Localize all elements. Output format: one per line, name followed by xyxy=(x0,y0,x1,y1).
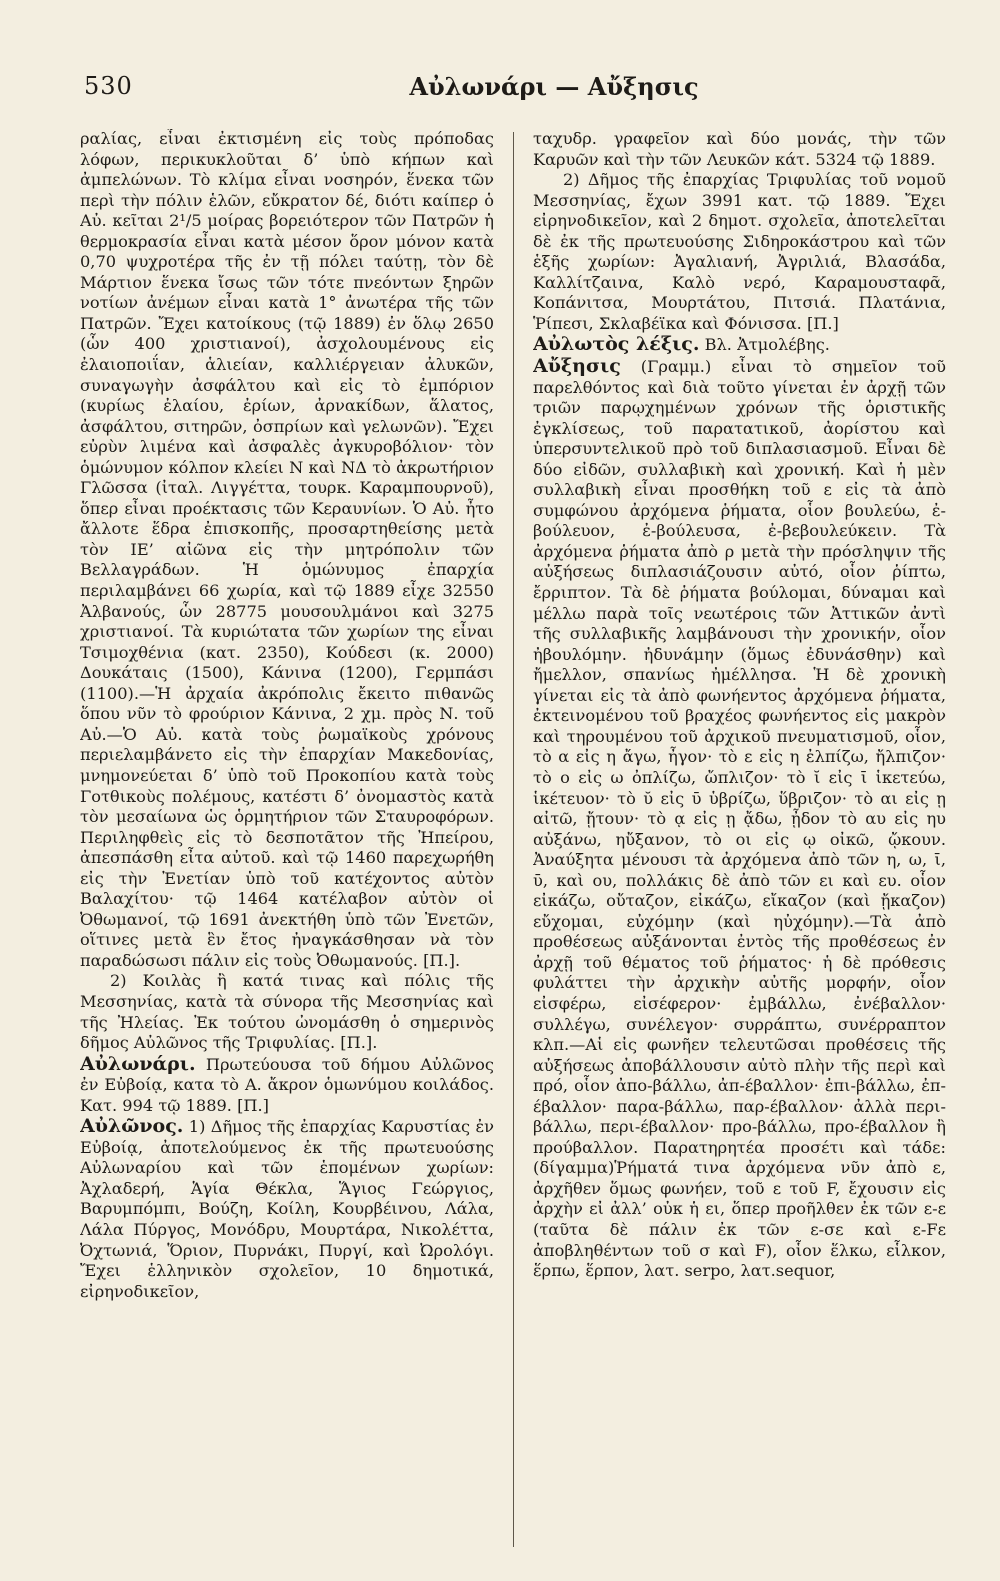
entry-headword: Αὔξησις xyxy=(533,355,621,378)
page-number: 530 xyxy=(84,72,133,100)
entry-text: (Γραμμ.) εἶναι τὸ σημεῖον τοῦ παρελθόντος καὶ διὰ τοῦτο γίνεται ἐν ἀρχῇ τῶν τριῶν παρῳχημένων χρόνων τῆς ὁριστικῆς ἐγκλίσεως, τοῦ παρατατικοῦ, ἀορίστου καὶ ὑπερσυντελικοῦ πρὸ τοῦ διπλασιασμοῦ. Εἶναι δὲ δύο εἰδῶν, συλλαβικὴ καὶ χρονική. Καὶ ἡ μὲν συλλαβικὴ εἶναι προσθήκη τοῦ ε εἰς τὰ ἀπὸ συμφώνου ἀρχόμενα ῥήματα, οἷον βουλεύω, ἐ-βούλευον, ἐ-βούλευσα, ἐ-βεβουλεύκειν. Τὰ ἀρχόμενα ῥήματα ἀπὸ ρ μετὰ τὴν πρόσληψιν τῆς αὐξήσεως διπλασιάζουσιν αὐτό, οἷον ῥίπτω, ἔρριπτον. Τὰ δὲ ῥήματα βούλομαι, δύναμαι καὶ μέλλω παρὰ τοῖς νεωτέροις τῶν Ἀττικῶν ἀντὶ τῆς συλλαβικῆς λαμβάνουσι τὴν χρονικήν, οἷον ἠβουλόμην. ἠδυνάμην (ὅμως ἐδυνάσθην) καὶ ἤμελλον, σπανίως ἠμέλλησα. Ἡ δὲ χρονικὴ γίνεται εἰς τὰ ἀπὸ φωνήεντος ἀρχόμενα ῥήματα, ἐκτεινομένου τοῦ βραχέος φωνήεντος εἰς μακρὸν καὶ τηρουμένου τοῦ ἀρχικοῦ πνευματισμοῦ, οἷον, τὸ α εἰς η ἄγω, ἦγον· τὸ ε εἰς η ἐλπίζω, ἤλπιζον· τὸ ο εἰς ω ὀπλίζω, ὤπλιζον· τὸ ῐ εἰς ῑ ἱκετεύω, ἱκέτευον· τὸ ῠ εἰς ῡ ὑβρίζω, ὕβριζον· τὸ αι εἰς ῃ αἰτῶ, ᾔτουν· τὸ ᾳ εἰς ῃ ᾄδω, ᾖδον τὸ αυ εἰς ηυ αὐξάνω, ηὔξανον, τὸ οι εἰς ῳ οἰκῶ, ᾤκουν. Ἀναύξητα μένουσι τὰ ἀρχόμενα ἀπὸ τῶν η, ω, ῑ, ῡ, καὶ ου, πολλάκις δὲ ἀπὸ τῶν ει καὶ ευ. οἷον εἰκάζω, οὔταζον, εἰκάζω, εἴκαζον (καὶ ᾔκαζον) εὔχομαι, εὐχόμην (καὶ ηὐχόμην).—Τὰ ἀπὸ προθέσεως αὐξάνονται ἐντὸς τῆς προθέσεως ἐν ἀρχῇ τοῦ θέματος τοῦ ῥήματος· ἡ δὲ πρόθεσις φυλάττει τὴν ἀρχικὴν αὐτῆς μορφήν, οἷον εἰσφέρω, εἰσέφερον· ἐμβάλλω, ἐνέβαλλον· συλλέγω, συνέλεγον· συρράπτω, συνέρραπτον κλπ.—Αἱ εἰς φωνῆεν τελευτῶσαι προθέσεις τῆς αὐξήσεως ἀποβάλλουσιν αὐτὸ πλὴν τῆς περὶ καὶ πρό, οἷον ἀπο-βάλλω, ἀπ-έβαλλον· ἐπι-βάλλω, ἐπ-έβαλλον· παρα-βάλλω, παρ-έβαλλον· ἀλλὰ περι-βάλλω, περι-έβαλλον· προ-βάλλω, προ-έβαλλον ἢ προύβαλλον. Παρατηρητέα προσέτι καὶ τάδε:(δίγαμμα)Ῥήματά τινα ἀρχόμενα νῦν ἀπὸ ε, ἀρχῆθεν ὅμως φωνήεν, τοῦ ε τοῦ F, ἔχουσιν εἰς ἀρχὴν εἰ ἀλλ’ οὐκ ἡ ει, ὅπερ προῆλθεν ἐκ τῶν ε-ε (ταῦτα δὲ πάλιν ἐκ τῶν ε-σε καὶ ε-Fε ἀποβληθέντων τοῦ σ καὶ F), οἷον ἕλκω, εἷλκον, ἕρπω, ἕρπον, λατ. serpo, λατ.sequor, xyxy=(533,357,946,1281)
entry-avlotos xyxy=(533,334,946,356)
page-header xyxy=(84,72,914,108)
entry-text: 1) Δῆμος τῆς ἐπαρχίας Καρυστίας ἐν Εὐβοίᾳ, ἀποτελούμενος ἐκ τῆς πρωτευούσης Αὐλωναρίου καὶ τῶν ἑπομένων χωρίων: Ἀχλαδερή, Ἁγία Θέκλα, Ἅγιος Γεώργιος, Βαρυμπόμπι, Βούζη, Κοίλη, Κουρβέινου, Λάλα, Λάλα Πύργος, Μονόδρυ, Μουρτάρα, Νικολέττα, Ὀχτωνιά, Ὅριον, Πυρνάκι, Πυργί, καὶ Ὠρολόγι. Ἔχει ἑλληνικὸν σχολεῖον, 10 δημοτικά, εἰρηνοδικεῖον, xyxy=(80,1117,494,1301)
entry-afxisis xyxy=(533,356,946,1282)
entry-headword: Αὐλωνάρι. xyxy=(80,1052,196,1075)
entry-headword: Αὐλωτὸς λέξις. xyxy=(533,333,700,356)
entry-paragraph: 2) Δῆμος τῆς ἐπαρχίας Τριφυλίας τοῦ νομοῦ Μεσσηνίας, ἔχων 3991 κατ. τῷ 1889. Ἔχει εἰρηνοδικεῖον, καὶ 2 δημοτ. σχολεῖα, ἀποτελεῖται δὲ ἐκ τῆς πρωτευούσης Σιδηροκάστρου καὶ τῶν ἑξῆς χωρίων: Ἀγαλιανή, Ἀγριλιά, Βλασάδα, Καλλίτζαινα, Καλὸ νερό, Καραμουσταφᾶ, Κοπάνιτσα, Μουρτάτου, Πιτσιά. Πλατάνια, Ῥίπεσι, Σκλαβέϊκα καὶ Φόνισσα. [Π.] xyxy=(533,170,946,333)
entry-text: Πρωτεύουσα τοῦ δήμου Αὐλῶνος ἐν Εὐβοίᾳ, κατα τὸ Α. ἄκρον ὁμωνύμου κοιλάδος. Κατ. 994 τῷ 1889. [Π.] xyxy=(80,1054,494,1115)
entry-continuation: ραλίας, εἶναι ἐκτισμένη εἰς τοὺς πρόποδας λόφων, περικυκλοῦται δ’ ὑπὸ κήπων καὶ ἀμπελώνων. Τὸ κλίμα εἶναι νοσηρόν, ἕνεκα τῶν περὶ τὴν πόλιν ἑλῶν, εὔκρατον δέ, διότι καίπερ ὁ Αὐ. κεῖται 2¹/5 μοίρας βορειότερον τῶν Πατρῶν ἡ θερμοκρασία εἶναι κατὰ μέσον ὅρον μόνον κατὰ 0,70 ψυχροτέρα τῆς ἐν τῇ πόλει ταύτῃ, τὸν δὲ Μάρτιον ἕνεκα ἴσως τῶν τότε πνεόντων ξηρῶν νοτίων ἀνέμων εἶναι κατὰ 1° ἀνωτέρα τῆς τῶν Πατρῶν. Ἔχει κατοίκους (τῷ 1889) ἐν ὅλῳ 2650 (ὧν 400 χριστιανοί), ἀσχολουμένους εἰς ἐλαιοποιΐαν, ἁλιείαν, καλλιέργειαν ἀλυκῶν, συναγωγὴν ἀσφάλτου καὶ εἰς τὸ ἐμπόριον (κυρίως ἐλαίου, ἐρίων, ἀρνακίδων, ἅλατος, ἀσφάλτου, σιτηρῶν, ὀσπρίων καὶ γελωνῶν). Ἔχει εὐρὺν λιμένα καὶ ἀσφαλὲς ἀγκυροβόλιον· τὸν ὁμώνυμον κόλπον κλείει Ν καὶ ΝΔ τὸ ἀκρωτήριον Γλῶσσα (ἰταλ. Λιγγέττα, τουρκ. Καραμπουρνοῦ), ὅπερ εἶναι προέκτασις τῶν Κεραυνίων. Ὁ Αὐ. ἦτο ἄλλοτε ἕδρα ἐπισκοπῆς, προσαρτηθείσης μετὰ τὸν ΙΕ’ αἰῶνα εἰς τὴν μητρόπολιν τῶν Βελλαγράδων. Ἡ ὁμώνυμος ἐπαρχία περιλαμβάνει 66 χωρία, καὶ τῷ 1889 εἶχε 32550 Ἀλβανούς, ὧν 28775 μουσουλμάνοι καὶ 3275 χριστιανοί. Τὰ κυριώτατα τῶν χωρίων της εἶναι Τσιμοχθένια (κατ. 2350), Κούδεσι (κ. 2000) Δουκάταις (1500), Κάνινα (1200), Γερμπάσι (1100).—Ἡ ἀρχαία ἀκρόπολις ἔκειτο πιθανῶς ὅπου νῦν τὸ φρούριον Κάνινα, 2 χμ. πρὸς Ν. τοῦ Αὐ.—Ὁ Αὐ. κατὰ τοὺς ῥωμαϊκοὺς χρόνους περιελαμβάνετο εἰς τὴν ἐπαρχίαν Μακεδονίας, μνημονεύεται δ’ ὑπὸ τοῦ Προκοπίου κατὰ τοὺς Γοτθικοὺς πολέμους, κατέστι δ’ ὀνομαστὸς κατὰ τὸν μεσαίωνα ὡς ὁρμητήριον τῶν Σταυροφόρων. Περιληφθεὶς εἰς τὸ δεσποτᾶτον τῆς Ἠπείρου, ἀπεσπάσθη εἶτα αὐτοῦ. καὶ τῷ 1460 παρεχωρήθη εἰς τὴν Ἐνετίαν ὑπὸ τοῦ κατέχοντος αὐτὸν Βαλαχίτου· τῷ 1464 κατέλαβον αὐτὸν οἱ Ὀθωμανοί, τῷ 1691 ἀνεκτήθη ὑπὸ τῶν Ἐνετῶν, οἵτινες μετὰ ἓν ἔτος ἠναγκάσθησαν νὰ τὸν παραδώσωσι πάλιν εἰς τοὺς Ὀθωμανούς. [Π.]. xyxy=(80,129,494,970)
entry-continuation: ταχυδρ. γραφεῖον καὶ δύο μονάς, τὴν τῶν Καρυῶν καὶ τὴν τῶν Λευκῶν κάτ. 5324 τῷ 1889. xyxy=(533,129,946,169)
entry-text: Βλ. Ἀτμολέβης. xyxy=(699,335,830,355)
running-head: Αὐλωνάρι — Αὔξησις xyxy=(409,72,699,101)
left-column xyxy=(80,129,494,1559)
entry-paragraph: 2) Κοιλὰς ἢ κατά τινας καὶ πόλις τῆς Μεσσηνίας, κατὰ τὰ σύνορα τῆς Μεσσηνίας καὶ τῆς Ἠλείας. Ἐκ τούτου ὠνομάσθη ὁ σημερινὸς δῆμος Αὐλῶνος τῆς Τριφυλίας. [Π.]. xyxy=(80,971,494,1053)
entry-headword: Αὐλῶνος. xyxy=(80,1115,184,1138)
right-column xyxy=(533,129,946,1559)
entry-avlonos xyxy=(80,1116,494,1302)
column-divider xyxy=(513,132,514,1547)
entry-avlonari xyxy=(80,1054,494,1117)
